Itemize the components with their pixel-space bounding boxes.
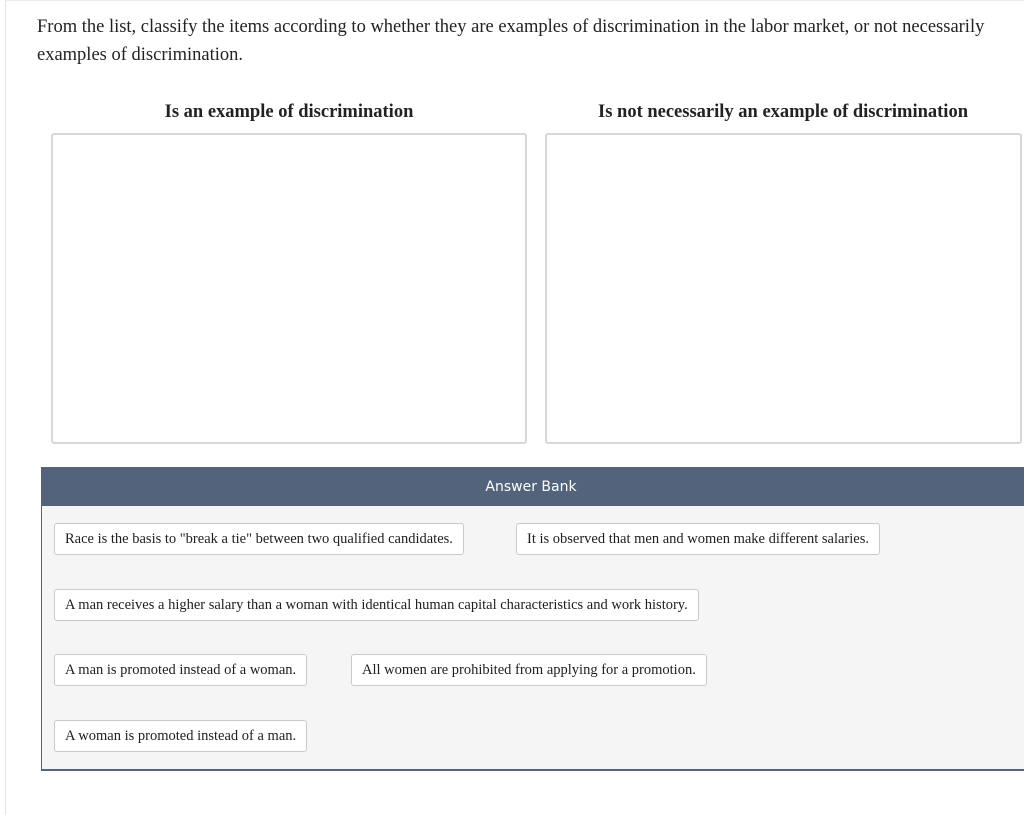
answer-bank (41, 467, 1024, 771)
category-heading-not-discrimination: Is not necessarily an example of discrimination (598, 102, 968, 122)
answer-chip-women-prohibited[interactable]: All women are prohibited from applying for a promotion. (351, 654, 707, 686)
answer-chip-man-promoted[interactable]: A man is promoted instead of a woman. (54, 654, 307, 686)
answer-chip-man-higher-salary[interactable]: A man receives a higher salary than a woman with identical human capital characteristics and work history. (54, 589, 699, 621)
question-prompt: From the list, classify the items according to whether they are examples of discrimination in the labor market, or not necessarily examples of discrimination. (37, 17, 985, 65)
drop-zone-discrimination[interactable] (51, 133, 527, 444)
answer-chip-woman-promoted[interactable]: A woman is promoted instead of a man. (54, 720, 307, 752)
answer-chip-salaries-differ[interactable]: It is observed that men and women make different salaries. (516, 523, 880, 555)
answer-bank-title: Answer Bank (42, 468, 1024, 506)
drop-zone-not-discrimination[interactable] (545, 133, 1022, 444)
category-heading-discrimination: Is an example of discrimination (164, 102, 414, 122)
answer-chip-race-tie[interactable]: Race is the basis to "break a tie" between two qualified candidates. (54, 523, 464, 555)
